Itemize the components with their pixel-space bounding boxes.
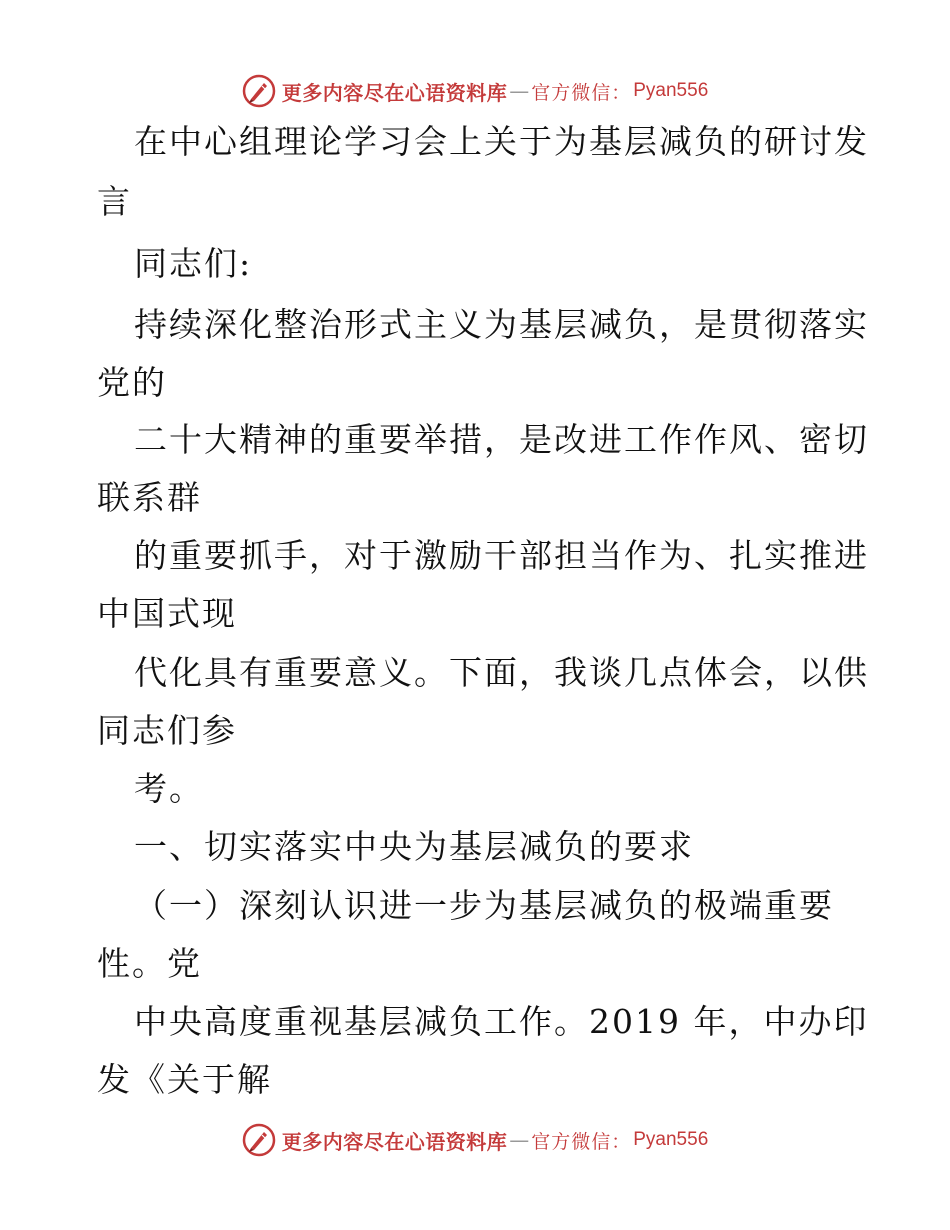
- doc-paragraph-line: 中国式现: [97, 594, 237, 633]
- doc-paragraph-line: 发《关于解: [97, 1060, 272, 1099]
- doc-paragraph-line: 党的: [97, 363, 167, 402]
- doc-section-heading: 一、切实落实中央为基层减负的要求: [134, 827, 694, 866]
- doc-title-line-2: 言: [97, 182, 132, 221]
- watermark-brand-text: 更多内容尽在心语资料库: [281, 1129, 508, 1154]
- quill-pen-icon: [242, 74, 276, 108]
- watermark-separator: —: [509, 79, 530, 103]
- doc-paragraph-line: 同志们参: [97, 711, 237, 750]
- quill-pen-icon: [242, 1123, 276, 1157]
- watermark-account: Pyan556: [633, 80, 709, 101]
- watermark-wechat-label: 官方微信：: [531, 81, 632, 104]
- doc-paragraph-line: 中央高度重视基层减负工作。2019 年，中办印: [134, 1002, 869, 1041]
- watermark-separator: —: [509, 1128, 530, 1152]
- doc-subsection-heading: （一）深刻认识进一步为基层减负的极端重要: [134, 886, 834, 925]
- footer-watermark: [0, 1120, 950, 1160]
- doc-paragraph-line: 二十大精神的重要举措，是改进工作作风、密切: [134, 420, 869, 459]
- doc-paragraph-line: 考。: [134, 769, 204, 808]
- doc-paragraph-line: 持续深化整治形式主义为基层减负，是贯彻落实: [134, 305, 869, 344]
- doc-paragraph-line: 性。党: [97, 944, 202, 983]
- doc-paragraph-line: 联系群: [97, 478, 202, 517]
- doc-salutation: 同志们:: [134, 244, 253, 283]
- doc-title-line-1: 在中心组理论学习会上关于为基层减负的研讨发: [134, 122, 869, 161]
- watermark-wechat-label: 官方微信：: [531, 1130, 632, 1153]
- watermark-brand-text: 更多内容尽在心语资料库: [281, 80, 508, 105]
- doc-paragraph-line: 代化具有重要意义。下面，我谈几点体会，以供: [134, 653, 869, 692]
- header-watermark: [0, 71, 950, 111]
- doc-paragraph-line: 的重要抓手，对于激励干部担当作为、扎实推进: [134, 536, 869, 575]
- watermark-account: Pyan556: [633, 1129, 709, 1150]
